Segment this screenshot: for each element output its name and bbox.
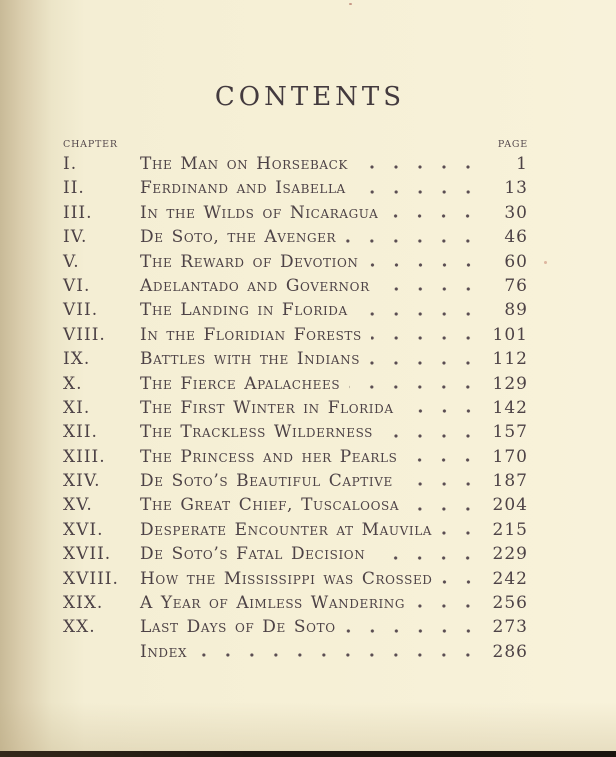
chapter-numeral: IX. <box>63 349 91 370</box>
chapter-numeral: XIX. <box>63 593 104 614</box>
page-number: 112 <box>492 349 528 370</box>
page-number: 187 <box>492 471 528 492</box>
page-column-label: PAGE <box>497 139 528 150</box>
page-number: 170 <box>492 446 528 467</box>
dot-leader <box>402 482 480 486</box>
chapter-title: Last Days of De Soto <box>140 617 336 638</box>
chapter-numeral: XV. <box>63 495 93 516</box>
toc-row <box>63 347 528 371</box>
chapter-numeral: XVI. <box>63 519 104 540</box>
dot-leader <box>387 214 480 218</box>
chapter-numeral: IV. <box>63 227 88 248</box>
dot-leader <box>355 190 480 194</box>
dot-leader <box>408 507 480 511</box>
page-number: 286 <box>492 641 528 662</box>
scan-speck <box>349 3 352 5</box>
chapter-title: Index <box>140 641 188 662</box>
page-number: 242 <box>492 568 528 589</box>
toc-row <box>63 615 528 639</box>
chapter-title: The Reward of Devotion <box>140 251 359 272</box>
chapter-numeral: XX. <box>63 617 96 638</box>
page-number: 30 <box>504 202 528 223</box>
table-of-contents <box>63 139 528 664</box>
page-number: 256 <box>492 593 528 614</box>
chapter-title: The Trackless Wilderness <box>140 422 374 443</box>
chapter-numeral: XII. <box>63 422 98 443</box>
dot-leader <box>441 531 480 535</box>
chapter-numeral: II. <box>63 178 85 199</box>
page-number: 229 <box>492 544 528 565</box>
dot-leader <box>442 580 480 584</box>
toc-rows <box>63 152 528 664</box>
toc-row <box>63 274 528 298</box>
chapter-numeral: VII. <box>63 300 99 321</box>
toc-row <box>63 469 528 493</box>
dot-leader <box>406 458 480 462</box>
toc-row <box>63 372 528 396</box>
chapter-numeral: XIII. <box>63 446 106 467</box>
chapter-numeral: VI. <box>63 275 91 296</box>
page-number: 46 <box>504 227 528 248</box>
toc-row <box>63 298 528 322</box>
page-number: 1 <box>516 154 528 174</box>
toc-row <box>63 323 528 347</box>
toc-row <box>63 396 528 420</box>
chapter-numeral: XI. <box>63 397 91 418</box>
page-number: 76 <box>504 275 528 296</box>
chapter-column-label: CHAPTER <box>63 139 118 150</box>
chapter-title: The Great Chief, Tuscaloosa <box>140 495 400 516</box>
chapter-title: How the Mississippi was Crossed <box>140 568 433 589</box>
dot-leader <box>379 287 480 291</box>
chapter-numeral: III. <box>63 202 93 223</box>
chapter-title: The Fierce Apalachees <box>140 373 341 394</box>
dot-leader <box>382 434 480 438</box>
toc-row <box>63 225 528 249</box>
dot-leader <box>371 336 480 340</box>
dot-leader <box>369 361 480 365</box>
page-number: 60 <box>504 251 528 272</box>
chapter-title: De Soto’s Beautiful Captive <box>140 471 393 492</box>
page-title: CONTENTS <box>214 82 406 112</box>
chapter-title: The First Winter in Florida <box>140 397 394 418</box>
toc-row <box>63 567 528 591</box>
page-number: 215 <box>492 519 528 540</box>
chapter-title: The Man on Horseback <box>140 154 348 174</box>
dot-leader <box>374 556 480 560</box>
page-number: 204 <box>492 495 528 516</box>
chapter-numeral: VIII. <box>63 324 106 345</box>
page-number: 101 <box>492 324 528 345</box>
dot-leader <box>196 653 480 657</box>
page-number: 129 <box>492 373 528 394</box>
dot-leader <box>349 385 480 389</box>
toc-row <box>63 542 528 566</box>
chapter-title: Ferdinand and Isabella <box>140 178 346 199</box>
chapter-title: Battles with the Indians <box>140 349 361 370</box>
toc-row <box>63 152 528 176</box>
chapter-title: A Year of Aimless Wandering <box>140 593 406 614</box>
page-number: 142 <box>492 397 528 418</box>
dot-leader <box>403 409 480 413</box>
chapter-title: De Soto’s Fatal Decision <box>140 544 366 565</box>
toc-row <box>63 420 528 444</box>
chapter-title: In the Floridian Forests <box>140 324 362 345</box>
chapter-title: De Soto, the Avenger <box>140 227 337 248</box>
chapter-title: The Princess and her Pearls <box>140 446 398 467</box>
toc-row <box>63 493 528 517</box>
dot-leader <box>345 239 480 243</box>
toc-row <box>63 591 528 615</box>
chapter-numeral: XVIII. <box>63 568 119 589</box>
chapter-numeral: XVII. <box>63 544 112 565</box>
dot-leader <box>368 263 480 267</box>
scan-speck <box>544 261 547 264</box>
dot-leader <box>414 604 480 608</box>
toc-row <box>63 445 528 469</box>
toc-column-headers <box>63 139 528 151</box>
dot-leader <box>357 312 480 316</box>
page-number: 273 <box>492 617 528 638</box>
toc-row <box>63 250 528 274</box>
chapter-numeral: XIV. <box>63 471 101 492</box>
page-bottom-edge <box>0 751 616 757</box>
page-number: 157 <box>492 422 528 443</box>
chapter-title: The Landing in Florida <box>140 300 348 321</box>
chapter-title: Adelantado and Governor <box>140 275 370 296</box>
page-number: 13 <box>504 178 528 199</box>
chapter-title: In the Wilds of Nicaragua <box>140 202 379 223</box>
toc-row <box>63 640 528 664</box>
dot-leader <box>357 165 480 169</box>
chapter-numeral: I. <box>63 154 78 174</box>
toc-row <box>63 518 528 542</box>
dot-leader <box>345 629 480 633</box>
chapter-title: Desperate Encounter at Mauvila <box>140 519 433 540</box>
toc-row <box>63 201 528 225</box>
chapter-numeral: X. <box>63 373 83 394</box>
chapter-numeral: V. <box>63 251 80 272</box>
page-number: 89 <box>504 300 528 321</box>
toc-row <box>63 176 528 200</box>
